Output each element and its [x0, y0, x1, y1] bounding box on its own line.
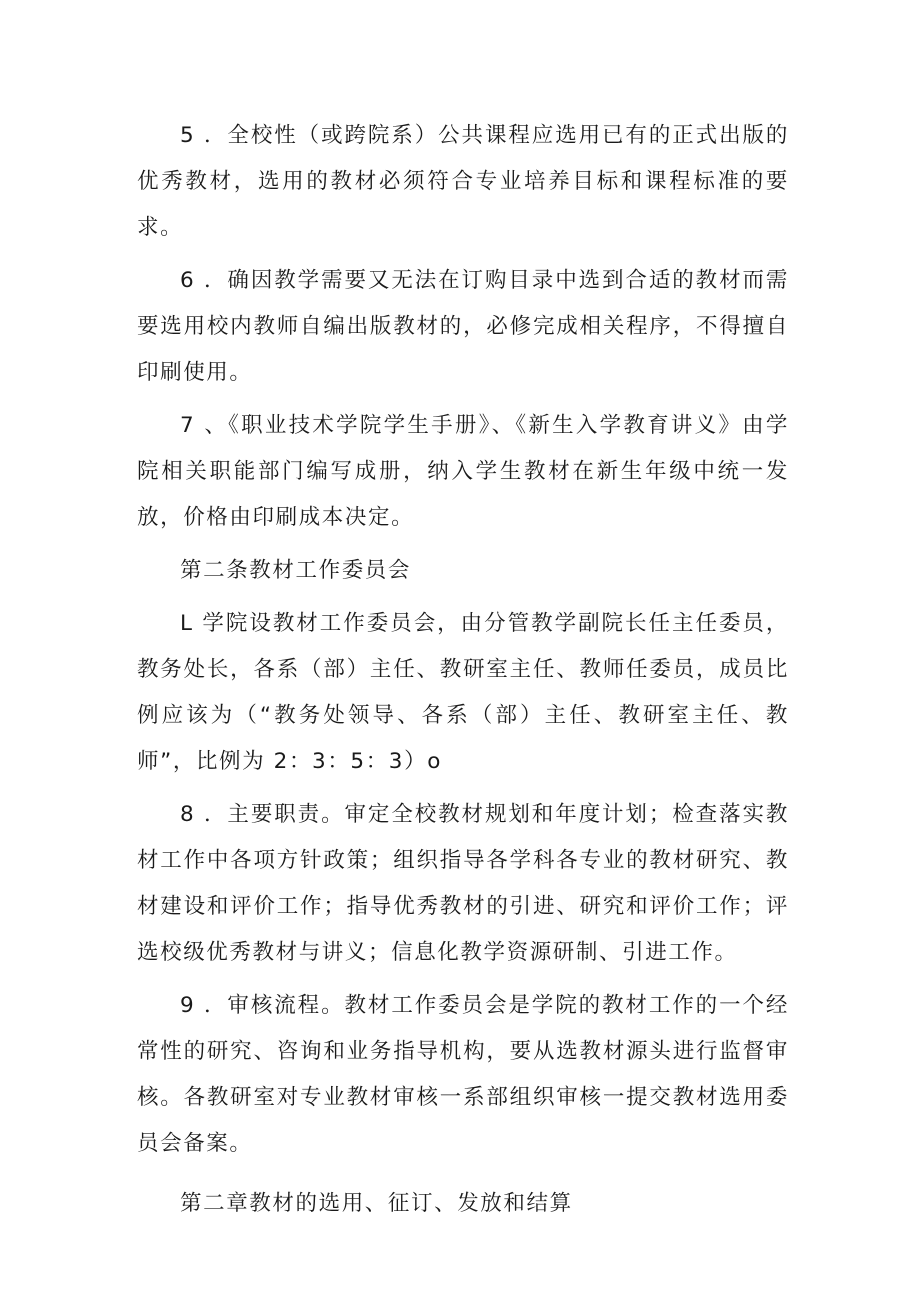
- section-heading-article-2: 第二条教材工作委员会: [180, 558, 412, 583]
- document-body: [137, 113, 789, 1227]
- paragraph-item-6: 6 ．确因教学需要又无法在订购目录中选到合适的教材而需要选用校内教师自编出版教材的，必修完成相关程序，不得擅自印刷使用。: [137, 268, 789, 385]
- paragraph-item-9-review-process: 9 ．审核流程。教材工作委员会是学院的教材工作的一个经常性的研究、咨询和业务指导机构，要从选教材源头进行监督审核。各教研室对专业教材审核一系部组织审核一提交教材选用委员会备案。: [137, 993, 789, 1156]
- paragraph-item-8-responsibilities: 8 ．主要职责。审定全校教材规划和年度计划；检查落实教材工作中各项方针政策；组织指导各学科各专业的教材研究、教材建设和评价工作；指导优秀教材的引进、研究和评价工作；评选校级优秀教材与讲义；信息化教学资源研制、引进工作。: [137, 802, 789, 965]
- paragraph-item-7: 7 、《职业技术学院学生手册》、《新生入学教育讲义》由学院相关职能部门编写成册，纳入学生教材在新生年级中统一发放，价格由印刷成本决定。: [137, 413, 789, 530]
- chapter-heading-2: 第二章教材的选用、征订、发放和结算: [180, 1191, 573, 1216]
- paragraph-item-5: 5 ．全校性（或跨院系）公共课程应选用已有的正式出版的优秀教材，选用的教材必须符合专业培养目标和课程标准的要求。: [137, 123, 789, 240]
- paragraph-committee-composition: L 学院设教材工作委员会，由分管教学副院长任主任委员，教务处长，各系（部）主任、教研室主任、教师任委员，成员比例应该为（“教务处领导、各系（部）主任、教研室主任、教师”，比例为 2：3：5：3）o: [137, 611, 789, 774]
